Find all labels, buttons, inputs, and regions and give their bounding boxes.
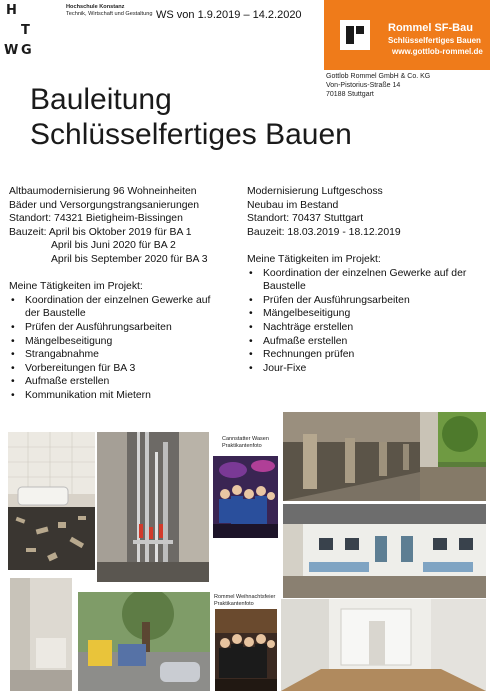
- task-item: • Aufmaße erstellen: [247, 335, 487, 349]
- task-item: • Jour-Fixe: [247, 362, 487, 376]
- caption-weihnachten: Rommel Weihnachtsfeier Praktikantenfoto: [214, 594, 276, 607]
- photo-green-lot: [420, 412, 486, 501]
- task-item: • Vorbereitungen für BA 3: [9, 362, 249, 376]
- project-left: [9, 185, 249, 403]
- caption-wasen: Cannstatter Wasen Praktikantenfoto: [222, 436, 269, 449]
- photo-parking-deck: [283, 412, 420, 501]
- page-title: [30, 82, 352, 152]
- task-item: • Nachträge erstellen: [247, 321, 487, 335]
- task-item: • Aufmaße erstellen: [9, 375, 249, 389]
- project-line: Modernisierung Luftgeschoss: [247, 186, 383, 197]
- rommel-url: www.gottlob-rommel.de: [392, 47, 483, 56]
- logo-letter-t: T: [21, 23, 30, 38]
- university-name: [66, 4, 152, 17]
- task-item: • Strangabnahme: [9, 348, 249, 362]
- project-line: Bauzeit: 18.03.2019 - 18.12.2019: [247, 226, 401, 238]
- address-line: 70188 Stuttgart: [326, 91, 374, 98]
- rommel-logo: [324, 0, 490, 70]
- task-item: • Prüfen der Ausführungsarbeiten: [247, 294, 487, 308]
- project-period: April bis September 2020 für BA 3: [51, 253, 208, 265]
- project-right: [247, 185, 487, 375]
- university-title: Hochschule Konstanz: [66, 4, 125, 10]
- task-item: • Mängelbeseitigung: [9, 335, 249, 349]
- project-line: Bauzeit: April bis Oktober 2019 für BA 1: [9, 226, 192, 238]
- task-item: • Koordination der einzelnen Gewerke auf der Baustelle: [247, 267, 487, 294]
- project-line: Bäder und Versorgungstrangsanierungen: [9, 199, 200, 211]
- project-line: Standort: 70437 Stuttgart: [247, 213, 364, 225]
- address-line: Von-Pistorius-Straße 14: [326, 82, 401, 89]
- photo-bathroom-demolition: [8, 432, 95, 570]
- task-item: • Kommunikation mit Mietern: [9, 389, 249, 403]
- photo-christmas-party: [215, 609, 277, 691]
- rommel-name: Rommel SF-Bau: [388, 22, 473, 34]
- photo-pipe-risers: [97, 432, 209, 582]
- task-item: • Rechnungen prüfen: [247, 348, 487, 362]
- task-list: [9, 294, 249, 403]
- logo-letter-g: G: [21, 43, 32, 58]
- photo-building-renovated: [283, 504, 486, 598]
- title-line-2: Schlüsselfertiges Bauen: [30, 118, 352, 151]
- rommel-tagline: Schlüsselfertiges Bauen: [388, 36, 481, 45]
- tasks-heading: Meine Tätigkeiten im Projekt:: [9, 281, 143, 293]
- project-line: Neubau im Bestand: [247, 199, 339, 211]
- photo-courtyard-container: [78, 592, 210, 691]
- logo-letter-w: W: [4, 43, 19, 58]
- university-faculty: Technik, Wirtschaft und Gestaltung: [66, 10, 153, 17]
- project-line: Altbaumodernisierung 96 Wohneinheiten: [9, 186, 197, 197]
- photo-cannstatter-wasen: [213, 456, 278, 538]
- project-line: Standort: 74321 Bietigheim-Bissingen: [9, 213, 183, 225]
- photo-new-apartment: [281, 599, 486, 691]
- rommel-mark-icon: [340, 20, 370, 50]
- logo-letter-h: H: [6, 3, 17, 18]
- photo-bathroom-shell: [10, 578, 72, 691]
- task-item: • Koordination der einzelnen Gewerke auf der Baustelle: [9, 294, 249, 321]
- task-list: [247, 267, 487, 376]
- tasks-heading: Meine Tätigkeiten im Projekt:: [247, 253, 381, 265]
- address-line: Gottlob Rommel GmbH & Co. KG: [326, 73, 431, 80]
- semester-text: WS von 1.9.2019 – 14.2.2020: [156, 9, 302, 21]
- task-item: • Mängelbeseitigung: [247, 307, 487, 321]
- task-item: • Prüfen der Ausführungsarbeiten: [9, 321, 249, 335]
- project-period: April bis Juni 2020 für BA 2: [51, 240, 176, 252]
- title-line-1: Bauleitung: [30, 83, 172, 116]
